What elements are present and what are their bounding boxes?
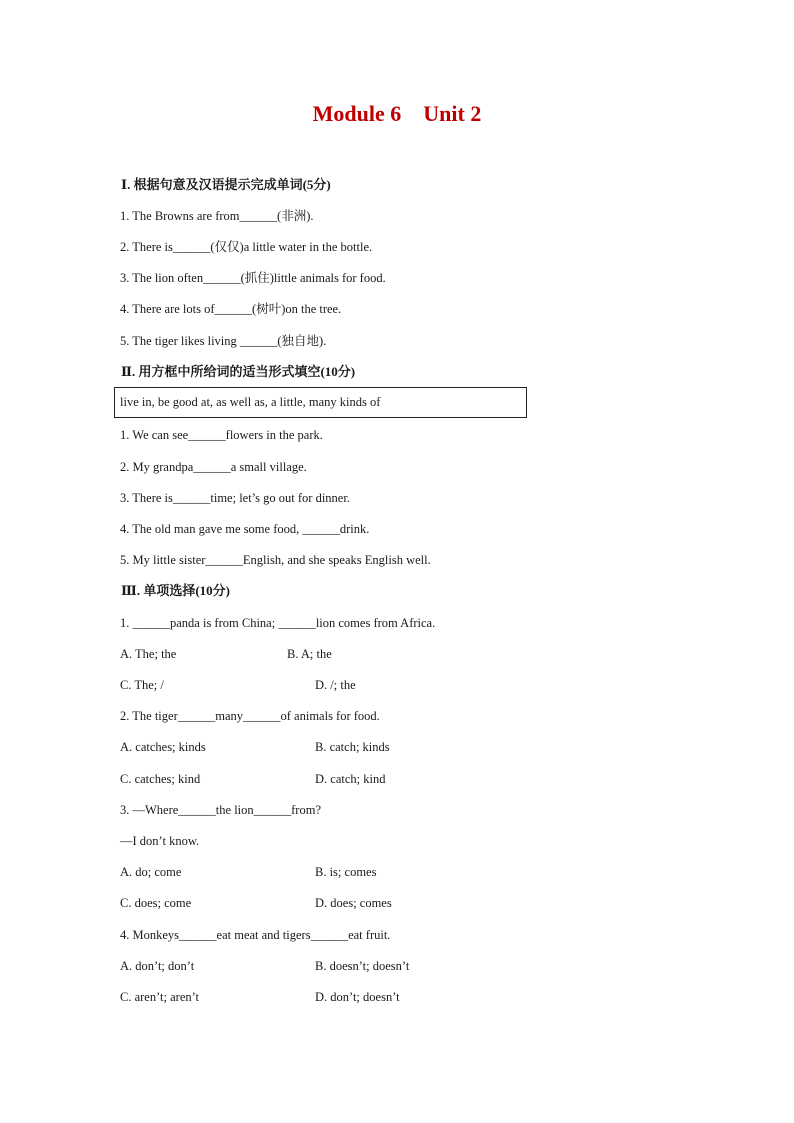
exercise-item: 5. The tiger likes living ______(独自地). bbox=[120, 334, 327, 348]
exercise-item: 4. The old man gave me some food, ______drink. bbox=[120, 522, 370, 536]
option-a: A. do; come bbox=[120, 865, 182, 879]
exercise-item: 2. My grandpa______a small village. bbox=[120, 460, 307, 474]
exercise-item: 1. The Browns are from______(非洲). bbox=[120, 209, 314, 223]
option-b: B. doesn’t; doesn’t bbox=[315, 959, 410, 973]
option-c: C. catches; kind bbox=[120, 772, 201, 786]
question-stem: 2. The tiger______many______of animals for food. bbox=[120, 709, 380, 723]
option-a: A. The; the bbox=[120, 647, 177, 661]
option-b: B. A; the bbox=[287, 647, 332, 661]
exercise-item: 4. There are lots of______(树叶)on the tree. bbox=[120, 302, 342, 316]
option-d: D. /; the bbox=[315, 678, 356, 692]
option-c: C. does; come bbox=[120, 896, 192, 910]
option-b: B. is; comes bbox=[315, 865, 377, 879]
option-a: A. don’t; don’t bbox=[120, 959, 195, 973]
section-1-heading: Ⅰ. 根据句意及汉语提示完成单词(5分) bbox=[121, 177, 331, 192]
exercise-item: 3. There is______time; let’s go out for dinner. bbox=[120, 491, 350, 505]
option-b: B. catch; kinds bbox=[315, 740, 390, 754]
section-3-heading: Ⅲ. 单项选择(10分) bbox=[121, 583, 230, 598]
word-box bbox=[114, 387, 527, 418]
option-d: D. don’t; doesn’t bbox=[315, 990, 400, 1004]
exercise-item: 3. The lion often______(抓住)little animals for food. bbox=[120, 271, 386, 285]
question-stem: 1. ______panda is from China; ______lion comes from Africa. bbox=[120, 616, 436, 630]
option-d: D. catch; kind bbox=[315, 772, 386, 786]
word-box-text: live in, be good at, as well as, a little, many kinds of bbox=[120, 395, 381, 409]
exercise-item: 2. There is______(仅仅)a little water in the bottle. bbox=[120, 240, 373, 254]
dialogue-reply: —I don’t know. bbox=[120, 834, 200, 848]
exercise-item: 1. We can see______flowers in the park. bbox=[120, 428, 323, 442]
page-title: Module 6 Unit 2 bbox=[312, 101, 482, 126]
question-stem: 3. —Where______the lion______from? bbox=[120, 803, 321, 817]
question-stem: 4. Monkeys______eat meat and tigers______eat fruit. bbox=[120, 928, 391, 942]
exercise-item: 5. My little sister______English, and she speaks English well. bbox=[120, 553, 431, 567]
section-2-heading: Ⅱ. 用方框中所给词的适当形式填空(10分) bbox=[121, 364, 356, 379]
option-a: A. catches; kinds bbox=[120, 740, 206, 754]
option-d: D. does; comes bbox=[315, 896, 392, 910]
option-c: C. The; / bbox=[120, 678, 164, 692]
option-c: C. aren’t; aren’t bbox=[120, 990, 200, 1004]
